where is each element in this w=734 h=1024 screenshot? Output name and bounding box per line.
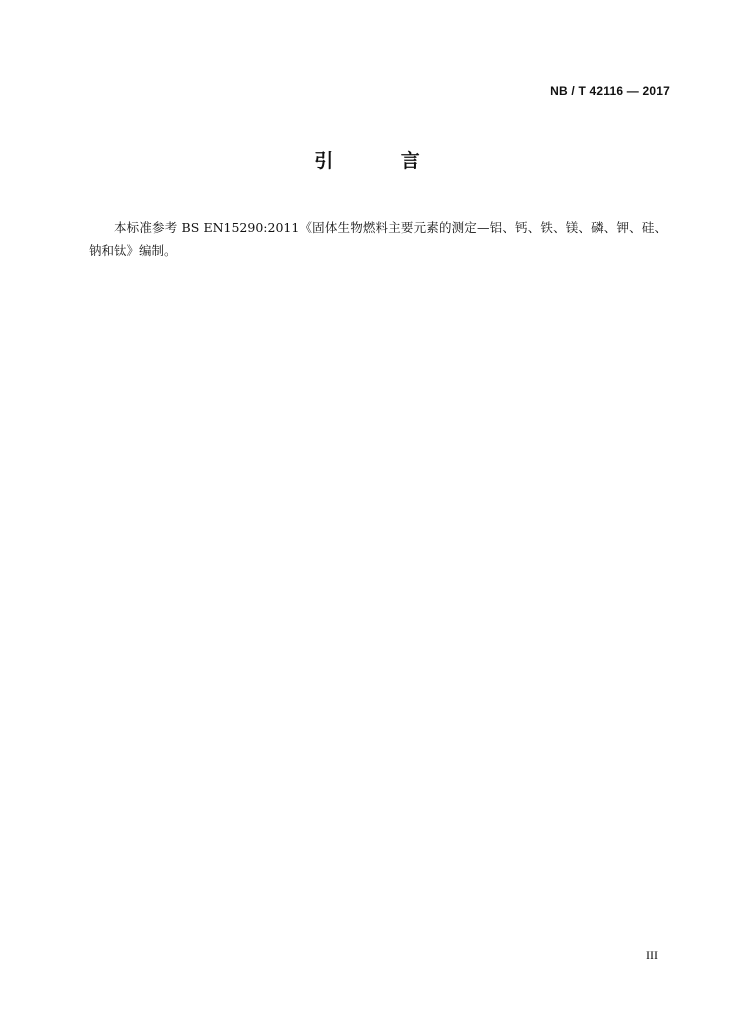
intro-paragraph: 本标准参考 BS EN15290:2011《固体生物燃料主要元素的测定—铝、钙、铁、镁、磷、钾、硅、钠和钛》编制。 xyxy=(89,219,668,258)
page-title: 引 言 xyxy=(314,150,451,172)
standard-code-header: NB / T 42116 — 2017 xyxy=(550,84,670,98)
page-number: III xyxy=(646,948,658,962)
